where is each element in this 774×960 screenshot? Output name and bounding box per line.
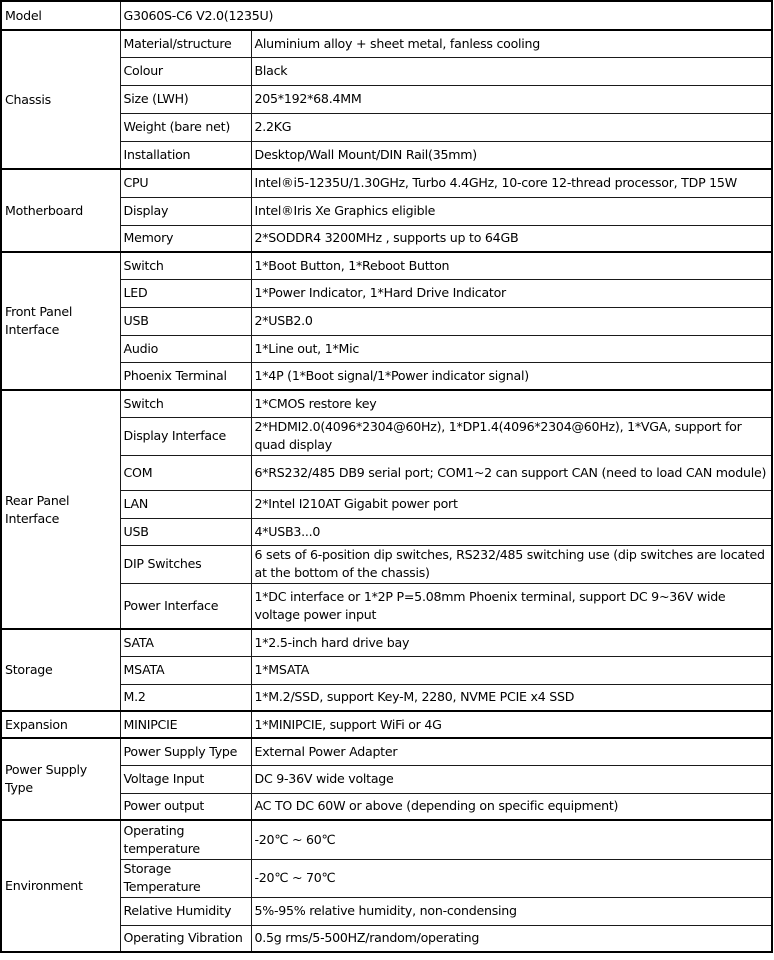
group-label: Motherboard bbox=[1, 169, 120, 252]
spec-label: Material/structure bbox=[120, 30, 251, 57]
group-label: Storage bbox=[1, 629, 120, 711]
spec-label: Switch bbox=[120, 390, 251, 417]
model-value: G3060S-C6 V2.0(1235U) bbox=[120, 1, 772, 30]
group-label: Rear Panel Interface bbox=[1, 390, 120, 629]
group-label: Power Supply Type bbox=[1, 738, 120, 820]
spec-label: LAN bbox=[120, 490, 251, 518]
spec-row bbox=[1, 30, 772, 57]
spec-value: DC 9-36V wide voltage bbox=[251, 765, 772, 793]
spec-row bbox=[1, 738, 772, 765]
spec-value: 0.5g rms/5-500HZ/random/operating bbox=[251, 925, 772, 952]
spec-label: Phoenix Terminal bbox=[120, 362, 251, 390]
spec-label: USB bbox=[120, 518, 251, 545]
spec-label: Size (LWH) bbox=[120, 85, 251, 113]
spec-label: Operating Vibration bbox=[120, 925, 251, 952]
spec-value: 1*Power Indicator, 1*Hard Drive Indicator bbox=[251, 279, 772, 307]
spec-value: 1*Line out, 1*Mic bbox=[251, 335, 772, 362]
spec-row bbox=[1, 629, 772, 656]
spec-label: Storage Temperature bbox=[120, 859, 251, 897]
spec-label: Power output bbox=[120, 793, 251, 820]
spec-row bbox=[1, 169, 772, 197]
spec-label: Weight (bare net) bbox=[120, 113, 251, 141]
spec-label: Power Supply Type bbox=[120, 738, 251, 765]
spec-row bbox=[1, 390, 772, 417]
spec-label: CPU bbox=[120, 169, 251, 197]
group-label: Expansion bbox=[1, 711, 120, 738]
spec-table-body bbox=[1, 1, 772, 952]
spec-label: Memory bbox=[120, 225, 251, 252]
spec-label: Display Interface bbox=[120, 417, 251, 455]
spec-label: Colour bbox=[120, 57, 251, 85]
spec-label: Power Interface bbox=[120, 583, 251, 629]
spec-value: External Power Adapter bbox=[251, 738, 772, 765]
spec-value: 1*MSATA bbox=[251, 656, 772, 684]
spec-value: 1*M.2/SSD, support Key-M, 2280, NVME PCIE x4 SSD bbox=[251, 684, 772, 711]
spec-value: Black bbox=[251, 57, 772, 85]
spec-value: 4*USB3...0 bbox=[251, 518, 772, 545]
spec-label: USB bbox=[120, 307, 251, 335]
spec-label: MINIPCIE bbox=[120, 711, 251, 738]
spec-value: 6*RS232/485 DB9 serial port; COM1~2 can support CAN (need to load CAN module) bbox=[251, 455, 772, 490]
spec-value: 205*192*68.4MM bbox=[251, 85, 772, 113]
spec-value: -20℃ ~ 60℃ bbox=[251, 820, 772, 859]
spec-value: 1*4P (1*Boot signal/1*Power indicator signal) bbox=[251, 362, 772, 390]
spec-value: 2*HDMI2.0(4096*2304@60Hz), 1*DP1.4(4096*2304@60Hz), 1*VGA, support for quad display bbox=[251, 417, 772, 455]
group-label: Environment bbox=[1, 820, 120, 952]
spec-label: DIP Switches bbox=[120, 545, 251, 583]
spec-row bbox=[1, 252, 772, 279]
spec-value: Aluminium alloy + sheet metal, fanless cooling bbox=[251, 30, 772, 57]
spec-value: 2.2KG bbox=[251, 113, 772, 141]
spec-label: M.2 bbox=[120, 684, 251, 711]
spec-row bbox=[1, 820, 772, 859]
model-row bbox=[1, 1, 772, 30]
spec-value: 2*Intel I210AT Gigabit power port bbox=[251, 490, 772, 518]
spec-value: 6 sets of 6-position dip switches, RS232/485 switching use (dip switches are located at the bottom of the chassis) bbox=[251, 545, 772, 583]
spec-value: 1*DC interface or 1*2P P=5.08mm Phoenix terminal, support DC 9~36V wide voltage power input bbox=[251, 583, 772, 629]
spec-value: 1*CMOS restore key bbox=[251, 390, 772, 417]
spec-value: 2*SODDR4 3200MHz , supports up to 64GB bbox=[251, 225, 772, 252]
spec-label: Switch bbox=[120, 252, 251, 279]
spec-value: 5%-95% relative humidity, non-condensing bbox=[251, 897, 772, 925]
spec-label: SATA bbox=[120, 629, 251, 656]
group-label: Chassis bbox=[1, 30, 120, 169]
spec-value: 2*USB2.0 bbox=[251, 307, 772, 335]
spec-label: Operating temperature bbox=[120, 820, 251, 859]
spec-value: Intel®Iris Xe Graphics eligible bbox=[251, 197, 772, 225]
spec-label: MSATA bbox=[120, 656, 251, 684]
group-label: Front Panel Interface bbox=[1, 252, 120, 390]
spec-label: Display bbox=[120, 197, 251, 225]
spec-value: -20℃ ~ 70℃ bbox=[251, 859, 772, 897]
model-label: Model bbox=[1, 1, 120, 30]
spec-value: 1*2.5-inch hard drive bay bbox=[251, 629, 772, 656]
spec-label: COM bbox=[120, 455, 251, 490]
spec-value: 1*Boot Button, 1*Reboot Button bbox=[251, 252, 772, 279]
spec-row bbox=[1, 711, 772, 738]
spec-value: AC TO DC 60W or above (depending on specific equipment) bbox=[251, 793, 772, 820]
spec-label: Audio bbox=[120, 335, 251, 362]
spec-label: Voltage Input bbox=[120, 765, 251, 793]
spec-value: Desktop/Wall Mount/DIN Rail(35mm) bbox=[251, 141, 772, 169]
spec-label: LED bbox=[120, 279, 251, 307]
spec-value: Intel®i5-1235U/1.30GHz, Turbo 4.4GHz, 10-core 12-thread processor, TDP 15W bbox=[251, 169, 772, 197]
spec-label: Installation bbox=[120, 141, 251, 169]
spec-value: 1*MINIPCIE, support WiFi or 4G bbox=[251, 711, 772, 738]
spec-label: Relative Humidity bbox=[120, 897, 251, 925]
